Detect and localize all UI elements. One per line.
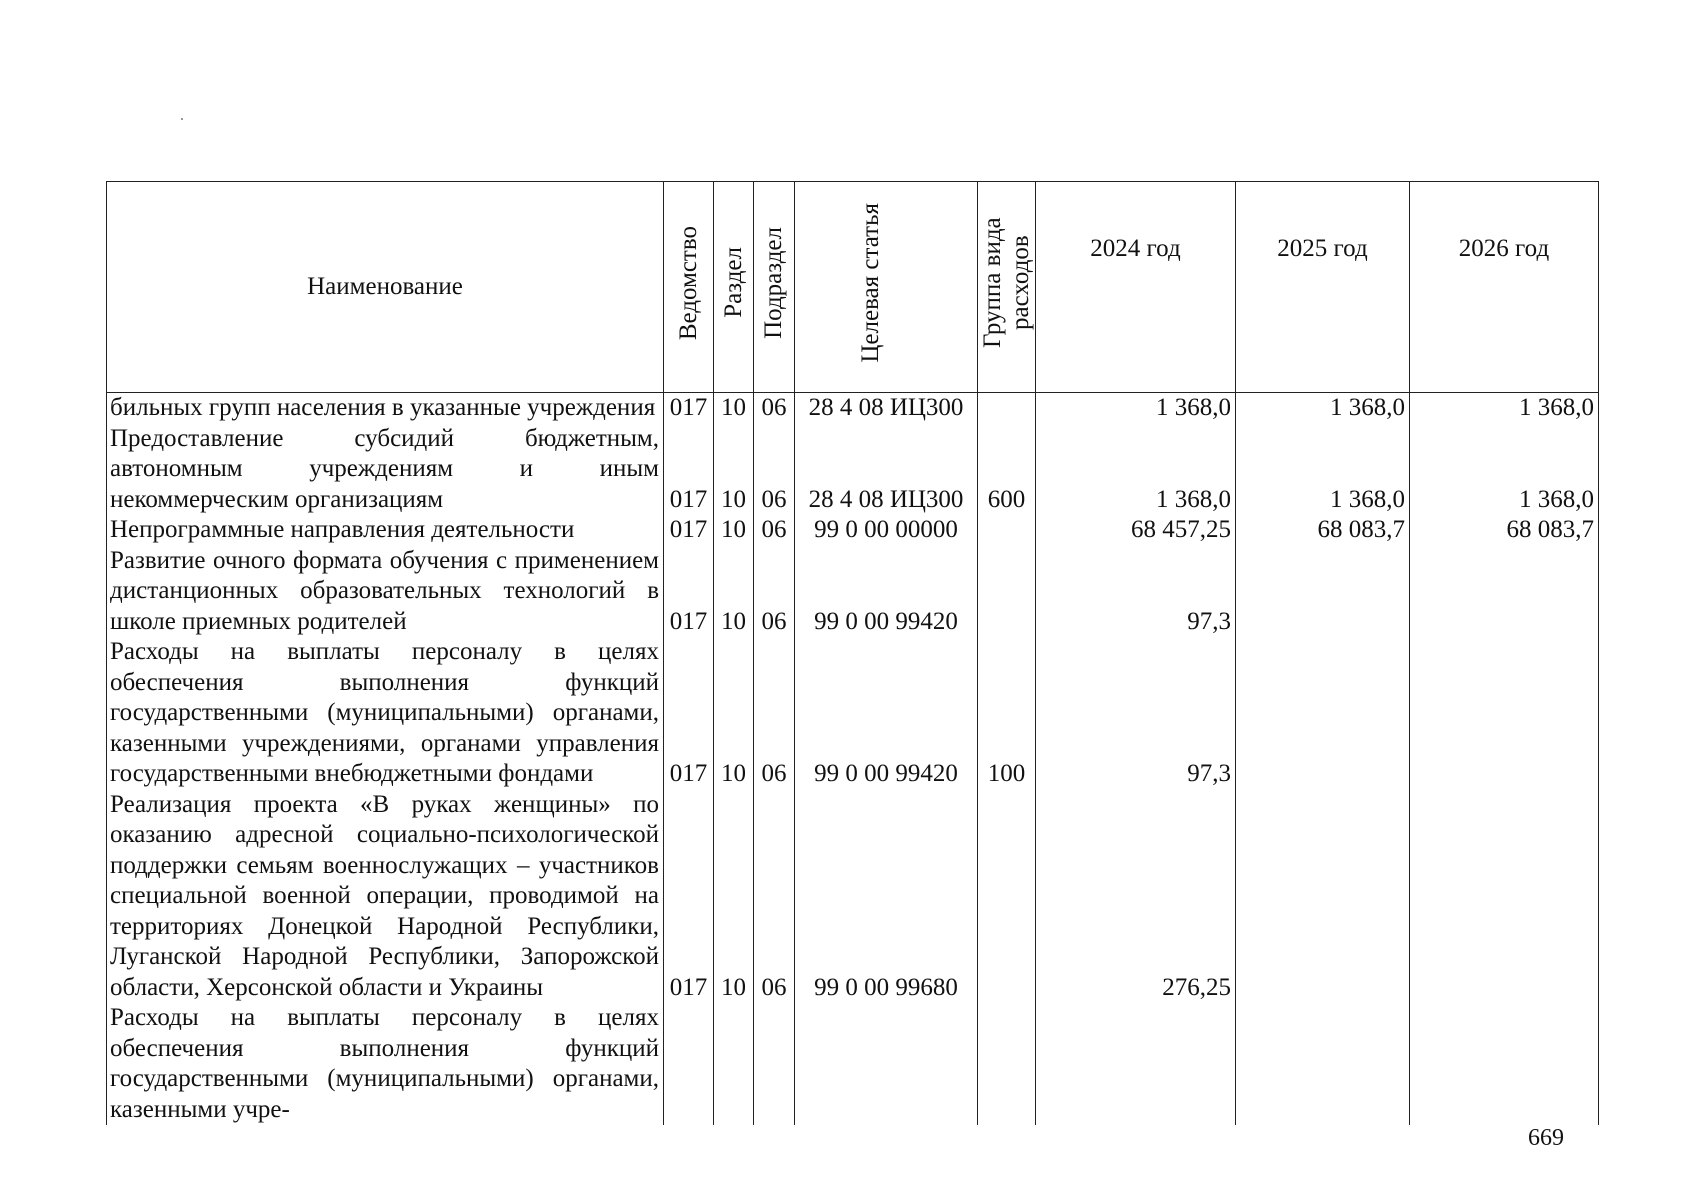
row-name: Расходы на выплаты персоналу в целях обеспечения выполнения функций государственными (муниципальными) органами, казенными учре- <box>107 1003 664 1125</box>
row-2024: 276,25 <box>1036 790 1236 1004</box>
header-expense-group: Группа вида расходов <box>978 182 1036 393</box>
row-target-article: 99 0 00 99420 <box>795 637 978 790</box>
row-expense-group <box>978 1003 1036 1125</box>
row-2024: 68 457,25 <box>1036 515 1236 546</box>
row-name: Расходы на выплаты персоналу в целях обеспечения выполнения функций государственными (муниципальными) органами, казенными учреждениями, органами управления государственными внебюджетными фондами <box>107 637 664 790</box>
row-department: 017 <box>664 546 714 638</box>
row-expense-group: 600 <box>978 424 1036 516</box>
row-2024: 97,3 <box>1036 546 1236 638</box>
row-target-article: 99 0 00 99420 <box>795 546 978 638</box>
row-2024: 1 368,0 <box>1036 424 1236 516</box>
row-subsection: 06 <box>754 393 795 424</box>
row-subsection: 06 <box>754 546 795 638</box>
row-subsection: 06 <box>754 515 795 546</box>
table-row <box>107 424 1599 516</box>
table-row <box>107 515 1599 546</box>
header-section: Раздел <box>714 182 754 393</box>
row-subsection <box>754 1003 795 1125</box>
row-2025 <box>1236 1003 1410 1125</box>
table-row <box>107 637 1599 790</box>
row-section: 10 <box>714 393 754 424</box>
row-department: 017 <box>664 790 714 1004</box>
header-subsection: Подраздел <box>754 182 795 393</box>
row-section: 10 <box>714 515 754 546</box>
row-2026: 68 083,7 <box>1410 515 1599 546</box>
row-2025: 1 368,0 <box>1236 393 1410 424</box>
header-2026: 2026 год <box>1410 182 1599 393</box>
scan-speck <box>181 118 183 120</box>
row-2024: 97,3 <box>1036 637 1236 790</box>
header-2024: 2024 год <box>1036 182 1236 393</box>
row-section: 10 <box>714 790 754 1004</box>
budget-table <box>106 181 1599 1125</box>
row-2025 <box>1236 546 1410 638</box>
table-row <box>107 790 1599 1004</box>
row-department: 017 <box>664 515 714 546</box>
row-2026: 1 368,0 <box>1410 393 1599 424</box>
row-section <box>714 1003 754 1125</box>
row-department: 017 <box>664 424 714 516</box>
row-2026 <box>1410 637 1599 790</box>
row-2026 <box>1410 790 1599 1004</box>
row-expense-group <box>978 546 1036 638</box>
page-number: 669 <box>1528 1125 1564 1151</box>
row-department: 017 <box>664 637 714 790</box>
row-2025: 1 368,0 <box>1236 424 1410 516</box>
row-2025 <box>1236 790 1410 1004</box>
row-2026: 1 368,0 <box>1410 424 1599 516</box>
row-section: 10 <box>714 424 754 516</box>
header-2025: 2025 год <box>1236 182 1410 393</box>
row-expense-group <box>978 393 1036 424</box>
row-2025 <box>1236 637 1410 790</box>
row-2026 <box>1410 546 1599 638</box>
row-target-article: 28 4 08 ИЦ300 <box>795 424 978 516</box>
row-2024 <box>1036 1003 1236 1125</box>
row-department: 017 <box>664 393 714 424</box>
row-subsection: 06 <box>754 637 795 790</box>
row-name: Непрограммные направления деятельности <box>107 515 664 546</box>
header-name: Наименование <box>107 182 664 393</box>
table-row <box>107 546 1599 638</box>
table-header-row <box>107 182 1599 393</box>
row-section: 10 <box>714 546 754 638</box>
row-target-article: 99 0 00 00000 <box>795 515 978 546</box>
header-target-article: Целевая статья <box>795 182 978 393</box>
row-subsection: 06 <box>754 790 795 1004</box>
row-expense-group: 100 <box>978 637 1036 790</box>
table-row <box>107 393 1599 424</box>
row-2026 <box>1410 1003 1599 1125</box>
row-name: бильных групп населения в указанные учреждения <box>107 393 664 424</box>
table-row <box>107 1003 1599 1125</box>
row-2025: 68 083,7 <box>1236 515 1410 546</box>
row-target-article: 99 0 00 99680 <box>795 790 978 1004</box>
row-expense-group <box>978 515 1036 546</box>
row-section: 10 <box>714 637 754 790</box>
row-name: Развитие очного формата обучения с применением дистанционных образовательных технологий в школе приемных родителей <box>107 546 664 638</box>
row-name: Предоставление субсидий бюджетным, автономным учреждениям и иным некоммерческим организациям <box>107 424 664 516</box>
row-department <box>664 1003 714 1125</box>
row-name: Реализация проекта «В руках женщины» по оказанию адресной социально-психологической поддержки семьям военнослужащих – участников специальной военной операции, проводимой на территориях Донецкой Народной Республики, Луганской Народной Республики, Запорожской области, Херсонской области и Украины <box>107 790 664 1004</box>
row-expense-group <box>978 790 1036 1004</box>
header-department: Ведомство <box>664 182 714 393</box>
row-subsection: 06 <box>754 424 795 516</box>
row-target-article <box>795 1003 978 1125</box>
row-2024: 1 368,0 <box>1036 393 1236 424</box>
row-target-article: 28 4 08 ИЦ300 <box>795 393 978 424</box>
